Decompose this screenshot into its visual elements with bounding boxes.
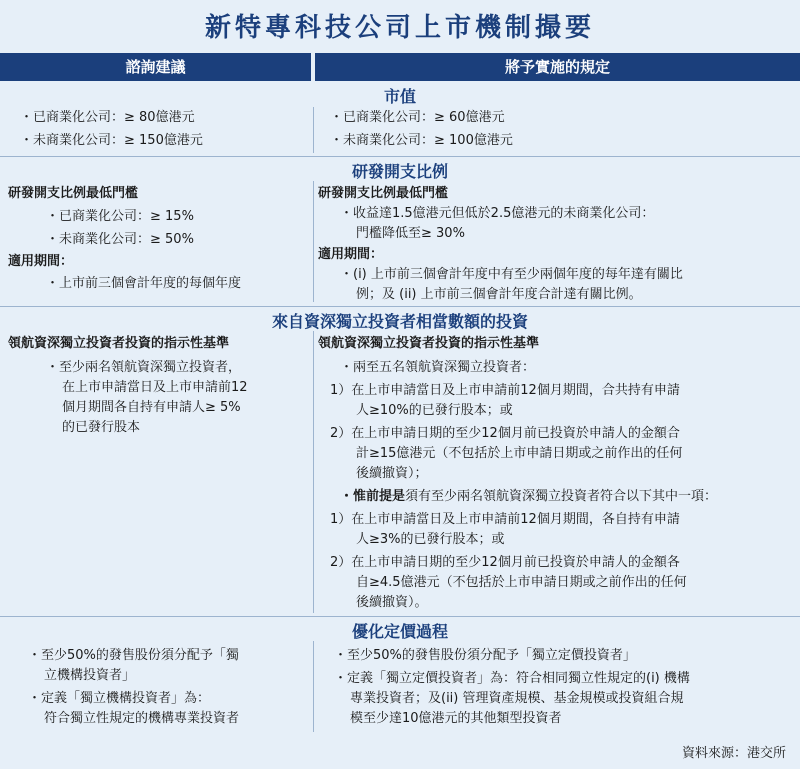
list-item: ・已商業化公司：≥ 15% xyxy=(46,209,194,224)
list-item-continued: 門檻降低至≥ 30% xyxy=(356,226,465,241)
list-item: ・兩至五名領航資深獨立投資者： xyxy=(340,360,536,375)
column-divider xyxy=(313,181,314,302)
column-divider xyxy=(313,331,314,613)
list-item-continued: 立機構投資者」 xyxy=(44,668,136,683)
list-item: ・定義「獨立定價投資者」為：符合相同獨立性規定的(i) 機構 xyxy=(334,671,690,686)
column-divider xyxy=(313,107,314,153)
list-item-continued: 模至少達10億港元的其他類型投資者 xyxy=(350,711,562,726)
section-heading-market-cap: 市值 xyxy=(383,87,416,106)
list-item: ・收益達1.5億港元但低於2.5億港元的未商業化公司： xyxy=(340,206,655,221)
column-divider xyxy=(313,641,314,732)
section-divider xyxy=(0,306,800,307)
list-item: 2）在上市申請日期的至少12個月前已投資於申請人的金額各 xyxy=(330,555,680,570)
rnd-threshold-title: 研發開支比例最低門檻 xyxy=(318,186,449,201)
list-item: ・未商業化公司：≥ 150億港元 xyxy=(20,133,203,148)
list-item-continued: 個月期間各自持有申請人≥ 5% xyxy=(62,400,241,415)
list-item: ・至少50%的發售股份須分配予「獨立定價投資者」 xyxy=(334,648,636,663)
list-item-continued: 符合獨立性規定的機構專業投資者 xyxy=(44,711,240,726)
list-item: 1）在上市申請當日及上市申請前12個月期間，合共持有申請 xyxy=(330,383,680,398)
list-item-continued: 計≥15億港元（不包括於上市申請日期或之前作出的任何 xyxy=(356,446,683,461)
rnd-period-title: 適用期間： xyxy=(8,254,74,269)
list-item-continued: 例；及 (ii) 上市前三個會計年度合計達有關比例。 xyxy=(356,287,642,302)
proviso-emphasis: ・惟前提是 xyxy=(340,489,406,504)
source-note: 資料來源：港交所 xyxy=(681,746,786,761)
investors-criteria-title: 領航資深獨立投資者投資的指示性基準 xyxy=(318,336,540,351)
section-heading-investors: 來自資深獨立投資者相當數額的投資 xyxy=(271,312,528,331)
list-item: ・已商業化公司：≥ 60億港元 xyxy=(330,110,505,125)
list-item: 2）在上市申請日期的至少12個月前已投資於申請人的金額合 xyxy=(330,426,680,441)
investors-criteria-title: 領航資深獨立投資者投資的指示性基準 xyxy=(8,336,230,351)
section-divider xyxy=(0,156,800,157)
list-item: ・未商業化公司：≥ 100億港元 xyxy=(330,133,513,148)
list-item: ・上市前三個會計年度的每個年度 xyxy=(46,276,242,291)
rnd-threshold-title: 研發開支比例最低門檻 xyxy=(8,186,139,201)
list-item-continued: 在上市申請當日及上市申請前12 xyxy=(62,380,248,395)
proviso-line xyxy=(340,487,717,506)
list-item: ・未商業化公司：≥ 50% xyxy=(46,232,194,247)
list-item-continued: 的已發行股本 xyxy=(62,420,141,435)
page-title: 新特專科技公司上市機制撮要 xyxy=(204,13,595,43)
list-item: ・至少兩名領航資深獨立投資者， xyxy=(46,360,242,375)
section-divider xyxy=(0,616,800,617)
column-header-implemented: 將予實施的規定 xyxy=(315,53,800,81)
proviso-text: 須有至少兩名領航資深獨立投資者符合以下其中一項： xyxy=(405,489,718,504)
list-item: ・(i) 上市前三個會計年度中有至少兩個年度的每年達有關比 xyxy=(340,267,683,282)
column-header-proposal: 諮詢建議 xyxy=(0,53,311,81)
list-item: 1）在上市申請當日及上市申請前12個月期間，各自持有申請 xyxy=(330,512,680,527)
list-item: ・至少50%的發售股份須分配予「獨 xyxy=(28,648,239,663)
list-item-continued: 後續撤資）。 xyxy=(356,595,428,610)
section-heading-rnd: 研發開支比例 xyxy=(351,162,448,181)
list-item-continued: 人≥10%的已發行股本；或 xyxy=(356,403,513,418)
section-heading-pricing: 優化定價過程 xyxy=(351,622,448,641)
list-item: ・已商業化公司：≥ 80億港元 xyxy=(20,110,195,125)
list-item: ・定義「獨立機構投資者」為： xyxy=(28,691,211,706)
list-item-continued: 專業投資者；及(ii) 管理資產規模、基金規模或投資組合規 xyxy=(350,691,684,706)
list-item-continued: 人≥3%的已發行股本；或 xyxy=(356,532,505,547)
list-item-continued: 後續撤資）； xyxy=(356,466,428,481)
rnd-period-title: 適用期間： xyxy=(318,247,384,262)
list-item-continued: 自≥4.5億港元（不包括於上市申請日期或之前作出的任何 xyxy=(356,575,687,590)
